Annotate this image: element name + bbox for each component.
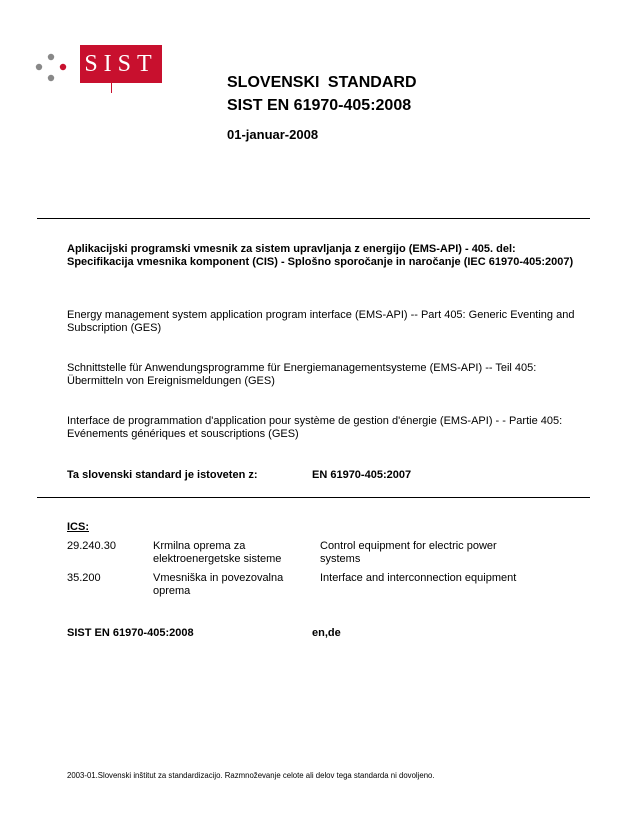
title-french: Interface de programmation d'application pour système de gestion d'énergie (EMS-API) - - Partie 405: Evénements génériques et souscriptions (GES) <box>67 415 563 440</box>
document-languages: en,de <box>312 627 341 639</box>
title-slovenian: Aplikacijski programski vmesnik za sistem upravljanja z energijo (EMS-API) - 405. del: Specifikacija vmesnika komponent (CIS) - Splošno sporočanje in naročanje (IEC 61970-405:2007) <box>67 243 574 268</box>
ics-title: ICS: <box>67 521 89 533</box>
ics-description-en: Interface and interconnection equipment <box>320 572 517 584</box>
bottom-divider <box>37 497 590 498</box>
title-german: Schnittstelle für Anwendungsprogramme für Energiemanagementsysteme (EMS-API) -- Teil 405: Übermitteln von Ereignismeldungen (GES) <box>67 362 537 387</box>
copyright-footer: 2003-01.Slovenski inštitut za standardizacijo. Razmnoževanje celote ali delov tega standarda ni dovoljeno. <box>67 771 435 780</box>
standard-type-heading: SLOVENSKI STANDARD <box>227 74 417 91</box>
ics-description-sl: Vmesniška in povezovalna oprema <box>153 572 284 597</box>
ics-code: 29.240.30 <box>67 540 116 552</box>
ics-description-en: Control equipment for electric power systems <box>320 540 497 565</box>
logo-dots-icon <box>35 53 75 87</box>
ics-description-sl: Krmilna oprema za elektroenergetske sisteme <box>153 540 282 565</box>
publication-date: 01-januar-2008 <box>227 127 319 142</box>
document-id: SIST EN 61970-405:2008 <box>67 627 194 639</box>
title-english: Energy management system application program interface (EMS-API) -- Part 405: Generic Eventing and Subscription (GES) <box>67 309 575 334</box>
sist-logo: SIST <box>80 45 162 83</box>
identical-value: EN 61970-405:2007 <box>312 469 412 481</box>
ics-code: 35.200 <box>67 572 101 584</box>
logo-divider <box>111 83 112 93</box>
identical-label: Ta slovenski standard je istoveten z: <box>67 469 258 481</box>
standard-number-heading: SIST EN 61970-405:2008 <box>227 97 412 114</box>
top-divider <box>37 218 590 219</box>
